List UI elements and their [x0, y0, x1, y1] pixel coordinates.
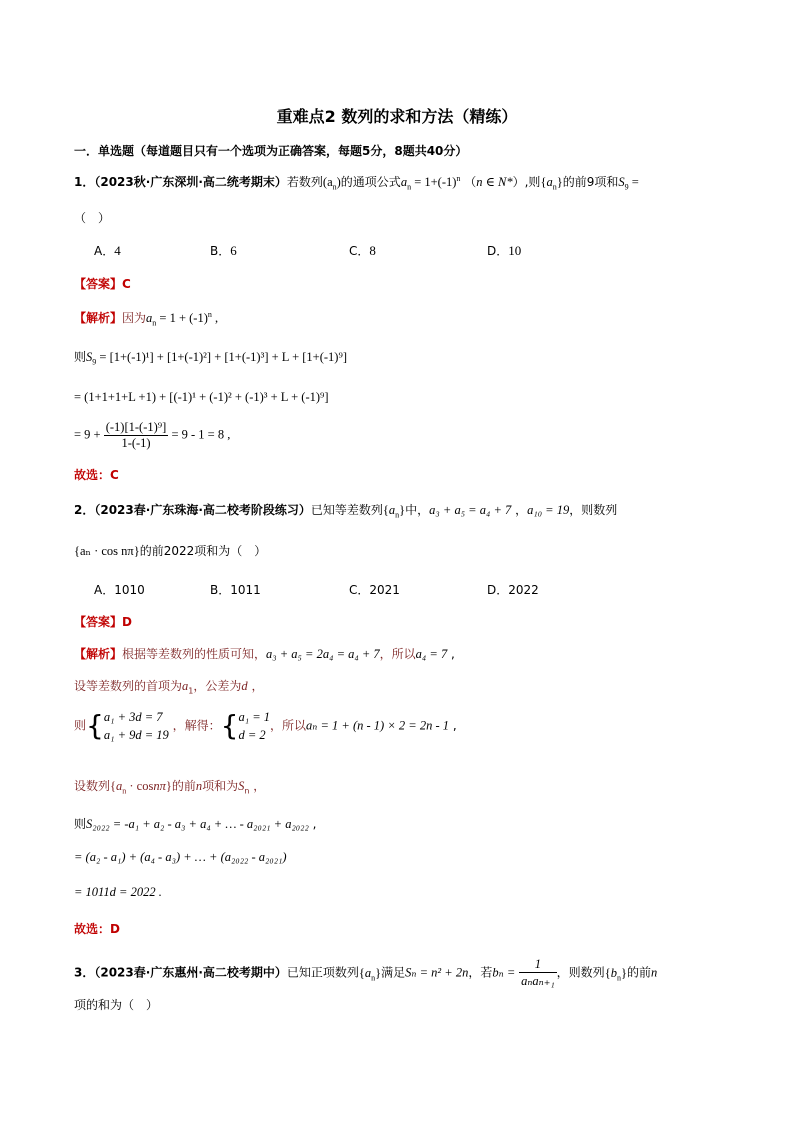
- option-b[interactable]: B．1011: [210, 583, 261, 597]
- solution-step-5: = (a₂ - a₁) + (a₄ - a₃) + … + (a₂₀₂₂ - a₂₀₂₁): [74, 850, 287, 864]
- section-heading: 一．单选题（每道题目只有一个选项为正确答案，每题5分，8题共40分）: [74, 144, 468, 158]
- option-b[interactable]: B．6: [210, 243, 237, 258]
- option-a[interactable]: A．4: [94, 243, 121, 258]
- analysis-line: 【解析】根据等差数列的性质可知，a₃ + a₅ = 2a₄ = a₄ + 7，所以a₄ = 7 ,: [74, 647, 455, 661]
- conclusion: 故选：C: [74, 468, 119, 482]
- option-d[interactable]: D．2022: [487, 583, 539, 597]
- solution-step-3: = 9 + $\frac{\text{(-1)[1-(-1)⁹]}}{1-(-1)}$ = 9 - 1 = 8 ,: [74, 420, 231, 450]
- solution-step-4: 则S₂₀₂₂ = -a₁ + a₂ - a₃ + a₄ + … - a₂₀₂₁ + a₂₀₂₂ ,: [74, 817, 317, 831]
- question-3-stem-cont: 项的和为（ ）: [74, 998, 159, 1012]
- option-d[interactable]: D．10: [487, 243, 522, 258]
- page-title: 重难点2 数列的求和方法（精练）: [276, 107, 518, 126]
- answer-blank: （ ）: [74, 211, 111, 225]
- solution-step-3: 设数列$\{a_n \cdot \cos n\pi\}$的前n项和为$S_n$ ，: [74, 779, 266, 796]
- option-c[interactable]: C．8: [349, 243, 376, 258]
- solution-step-6: = 1011d = 2022 .: [74, 885, 162, 899]
- solution-step-1: 设等差数列的首项为$a_1$，公差为d ，: [74, 679, 264, 696]
- question-1-stem: 1．（2023秋·广东深圳·高二统考期末）若数列$(a_n)$的通项公式$a_n = 1+(-1)^n$ （n ∈ N*）,则$\{a_n\}$的前9项和$S_9$ =: [74, 173, 639, 192]
- solution-step-2: 则{ a₁ + 3d = 7 a₁ + 9d = 19 ，解得：{ a₁ = 1 d = 2 ，所以aₙ = 1 + (n - 1) × 2 = 2n - 1 ,: [74, 709, 457, 742]
- question-source: （2023秋·广东深圳·高二统考期末）: [94, 175, 287, 189]
- question-number: 1．: [74, 175, 95, 189]
- solution-step-1: 则$S_9 = [1+(-1)^1] + [1+(-1)^2] + [1+(-1)^3] + L + [1+(-1)^9]$: [74, 350, 347, 367]
- analysis-line: 【解析】因为$a_n = 1 + (-1)^n$ ,: [74, 309, 219, 328]
- conclusion: 故选：D: [74, 922, 120, 936]
- solution-step-2: = (1+1+1+L +1) + [(-1)¹ + (-1)² + (-1)³ + L + (-1)⁹]: [74, 390, 329, 404]
- answer-line: 【答案】D: [74, 615, 132, 629]
- question-2-stem: 2．（2023春·广东珠海·高二校考阶段练习）已知等差数列$\{a_n\}$中，a₃ + a₅ = a₄ + 7 ，a₁₀ = 19，则数列: [74, 503, 618, 520]
- question-2-stem-cont: {aₙ · cos nπ}的前2022项和为（ ）: [74, 544, 267, 558]
- option-a[interactable]: A．1010: [94, 583, 145, 597]
- question-3-stem: 3．（2023春·广东惠州·高二校考期中）已知正项数列$\{a_n\}$满足Sₙ = n² + 2n，若bₙ = $\frac{1}{\text{aₙaₙ₊₁}}$ ，则数列$\{b_n\}$的前n: [74, 957, 658, 988]
- option-c[interactable]: C．2021: [349, 583, 400, 597]
- answer-line: 【答案】C: [74, 277, 131, 291]
